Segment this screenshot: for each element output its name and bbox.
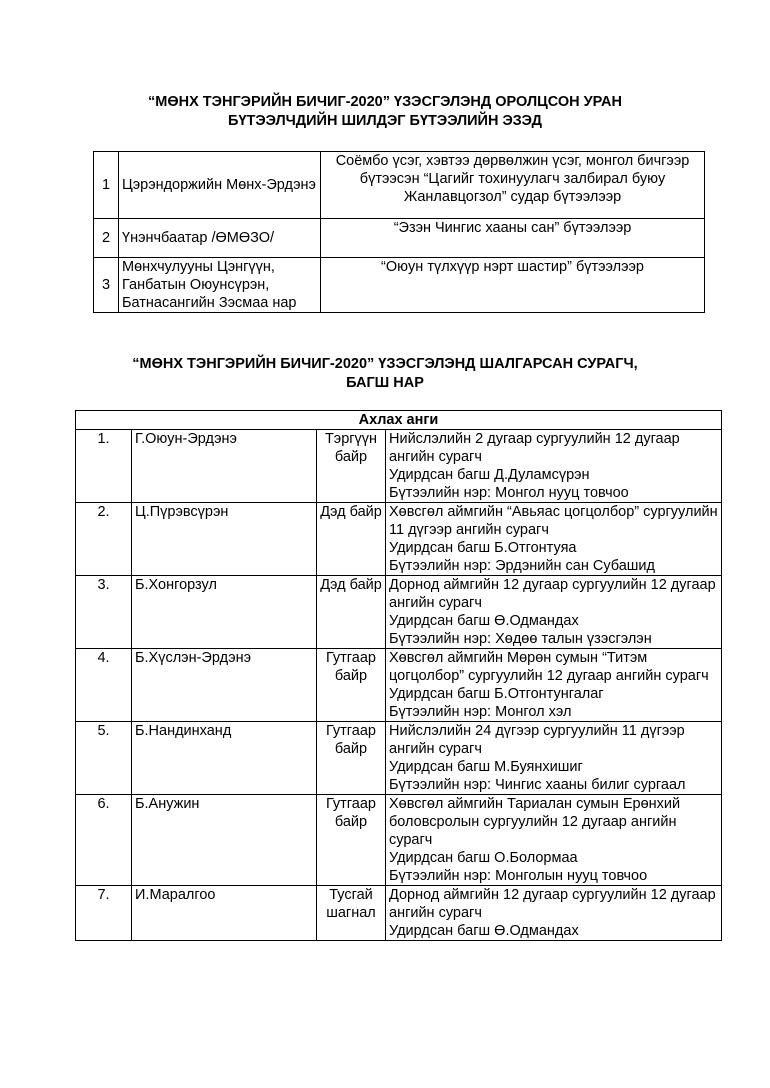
students-table-body: [76, 430, 722, 941]
info-line: Удирдсан багш Б.Отгонтунгалаг: [389, 686, 604, 702]
row-number: 4.: [76, 649, 132, 722]
row-number: 3: [94, 258, 119, 313]
row-number: 1: [94, 152, 119, 219]
award-place: Гутгаар байр: [317, 795, 386, 886]
awards-title-line2: БҮТЭЭЛЧДИЙН ШИЛДЭГ БҮТЭЭЛИЙН ЭЗЭД: [228, 113, 542, 129]
awards-title: [0, 93, 770, 131]
student-info: [386, 649, 722, 722]
info-line: Удирдсан багш О.Болормаа: [389, 850, 578, 866]
info-line: Удирдсан багш Ө.Одмандах: [389, 613, 579, 629]
table-row: [76, 576, 722, 649]
table-row: [76, 649, 722, 722]
student-name: Б.Нандинханд: [132, 722, 317, 795]
info-line: Бүтээлийн нэр: Хөдөө талын үзэсгэлэн: [389, 631, 652, 647]
info-line: Удирдсан багш Ө.Одмандах: [389, 923, 579, 939]
student-info: [386, 503, 722, 576]
students-title-line2: БАГШ НАР: [346, 375, 424, 391]
info-line: Хөвсгөл аймгийн Тариалан сумын Ерөнхий боловсролын сургуулийн 12 дугаар ангийн сурагч: [389, 796, 681, 848]
table-row: [76, 795, 722, 886]
table-row: [76, 503, 722, 576]
table-row: [76, 430, 722, 503]
artist-name: Цэрэндоржийн Мөнх-Эрдэнэ: [119, 152, 321, 219]
student-name: И.Маралгоо: [132, 886, 317, 941]
student-info: [386, 722, 722, 795]
student-name: Б.Хонгорзул: [132, 576, 317, 649]
row-number: 2: [94, 219, 119, 258]
student-name: Г.Оюун-Эрдэнэ: [132, 430, 317, 503]
info-line: Дорнод аймгийн 12 дугаар сургуулийн 12 дугаар ангийн сурагч: [389, 577, 716, 611]
table-row: [94, 152, 705, 219]
student-info: [386, 430, 722, 503]
student-info: [386, 886, 722, 941]
info-line: Удирдсан багш М.Буянхишиг: [389, 759, 583, 775]
student-info: [386, 576, 722, 649]
row-number: 7.: [76, 886, 132, 941]
info-line: Бүтээлийн нэр: Чингис хааны билиг сургаал: [389, 777, 686, 793]
grade-header: Ахлах анги: [76, 411, 722, 430]
info-line: Хөвсгөл аймгийн Мөрөн сумын “Титэм цогцолбор” сургуулийн 12 дугаар ангийн сурагч: [389, 650, 709, 684]
info-line: Нийслэлийн 2 дугаар сургуулийн 12 дугаар ангийн сурагч: [389, 431, 680, 465]
artists-awards-table: [93, 151, 705, 313]
info-line: Бүтээлийн нэр: Эрдэнийн сан Субашид: [389, 558, 655, 574]
student-info: [386, 795, 722, 886]
table-row: [76, 722, 722, 795]
info-line: Бүтээлийн нэр: Монгол хэл: [389, 704, 572, 720]
info-line: Хөвсгөл аймгийн “Авьяас цогцолбор” сургуулийн 11 дүгээр ангийн сурагч: [389, 504, 718, 538]
artist-name: Мөнхчулууны Цэнгүүн, Ганбатын Оюунсүрэн, Батнасангийн Зэсмаа нар: [119, 258, 321, 313]
table-row: [94, 219, 705, 258]
table-header-row: [76, 411, 722, 430]
info-line: Бүтээлийн нэр: Монголын нууц товчоо: [389, 868, 648, 884]
awards-title-line1: “МӨНХ ТЭНГЭРИЙН БИЧИГ-2020” ҮЗЭСГЭЛЭНД ОРОЛЦСОН УРАН: [148, 94, 622, 110]
work-description: Соёмбо үсэг, хэвтээ дөрвөлжин үсэг, монгол бичгээр бүтээсэн “Цагийг тохинуулагч залбирал буюу Жанлавцогзол” судар бүтээлээр: [321, 152, 705, 219]
students-table: [75, 410, 722, 941]
award-place: Гутгаар байр: [317, 722, 386, 795]
row-number: 6.: [76, 795, 132, 886]
student-name: Б.Анужин: [132, 795, 317, 886]
info-line: Удирдсан багш Д.Дуламсүрэн: [389, 467, 590, 483]
students-title: [0, 355, 770, 393]
award-place: Тэргүүн байр: [317, 430, 386, 503]
table-row: [76, 886, 722, 941]
award-place: Дэд байр: [317, 503, 386, 576]
student-name: Ц.Пүрэвсүрэн: [132, 503, 317, 576]
award-place: Дэд байр: [317, 576, 386, 649]
work-description: “Эзэн Чингис хааны сан” бүтээлээр: [321, 219, 705, 258]
info-line: Дорнод аймгийн 12 дугаар сургуулийн 12 дугаар ангийн сурагч: [389, 887, 716, 921]
award-place: Гутгаар байр: [317, 649, 386, 722]
work-description: “Оюун түлхүүр нэрт шастир” бүтээлээр: [321, 258, 705, 313]
row-number: 2.: [76, 503, 132, 576]
row-number: 1.: [76, 430, 132, 503]
students-title-line1: “МӨНХ ТЭНГЭРИЙН БИЧИГ-2020” ҮЗЭСГЭЛЭНД ШАЛГАРСАН СУРАГЧ,: [132, 356, 638, 372]
info-line: Бүтээлийн нэр: Монгол нууц товчоо: [389, 485, 629, 501]
award-place: Тусгай шагнал: [317, 886, 386, 941]
student-name: Б.Хүслэн-Эрдэнэ: [132, 649, 317, 722]
row-number: 5.: [76, 722, 132, 795]
info-line: Удирдсан багш Б.Отгонтуяа: [389, 540, 577, 556]
artist-name: Үнэнчбаатар /ӨМӨЗО/: [119, 219, 321, 258]
table-row: [94, 258, 705, 313]
info-line: Нийслэлийн 24 дүгээр сургуулийн 11 дүгээр ангийн сурагч: [389, 723, 685, 757]
row-number: 3.: [76, 576, 132, 649]
